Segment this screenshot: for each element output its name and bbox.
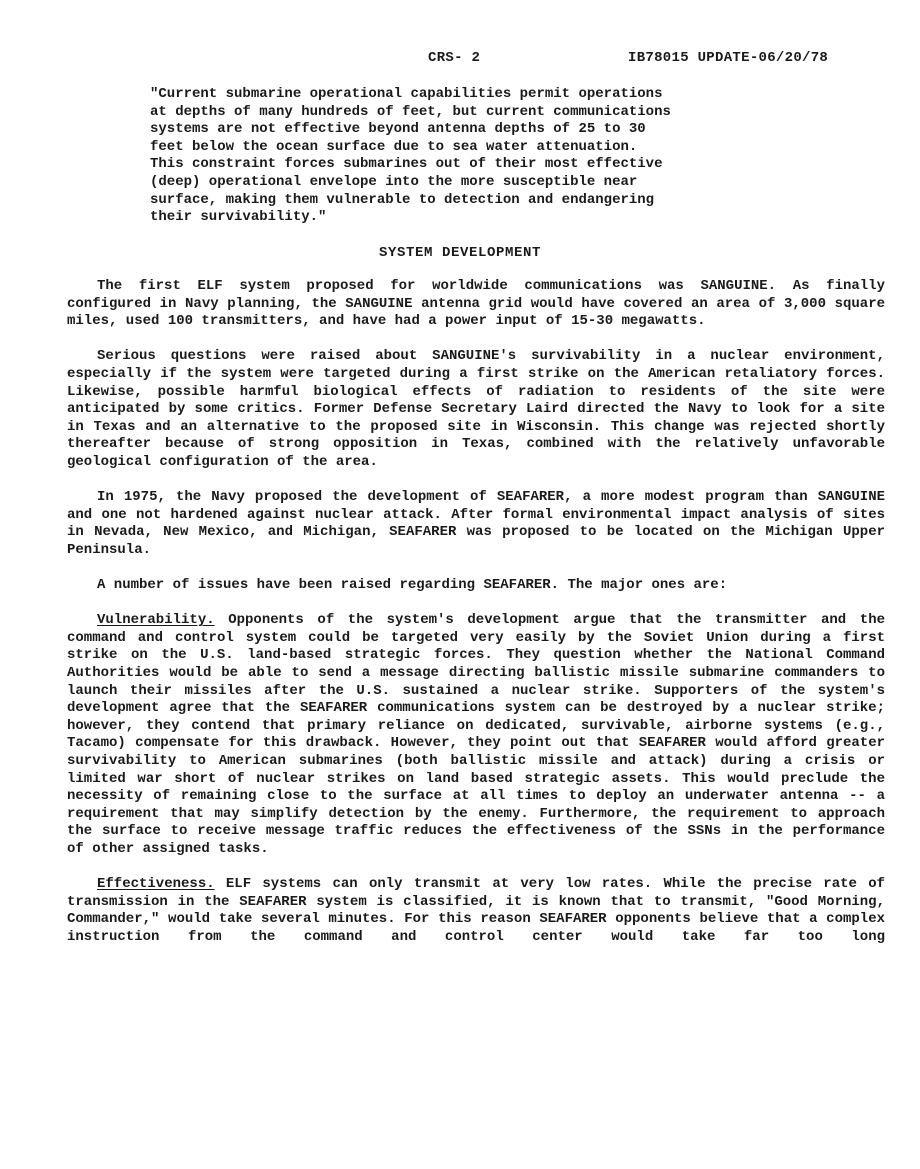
paragraph-sanguine-intro	[67, 278, 885, 331]
paragraph-effectiveness	[67, 876, 885, 946]
paragraph-heading-vulnerability: Vulnerability.	[97, 612, 215, 629]
paragraph-text: ELF systems can only transmit at very low rates. While the precise rate of transmission in the SEAFARER system is classified, it is known that to transmit, "Good Morning, Commander," would take several minutes. For this reason SEAFARER opponents believe that a complex instruction from the command and control center would take far too long	[67, 876, 885, 945]
header-report-number: CRS- 2	[428, 50, 481, 66]
paragraph-text: Serious questions were raised about SANGUINE's survivability in a nuclear environment, especially if the system were targeted during a first strike on the American retaliatory forces. Likewise, possible harmful biological effects of radiation to residents of the site were anticipated by some critics. Former Defense Secretary Laird directed the Navy to look for a site in Texas and an alternative to the proposed site in Wisconsin. This change was rejected shortly thereafter because of strong opposition in Texas, combined with the relatively unfavorable geological configuration of the area.	[67, 348, 885, 470]
block-quote: "Current submarine operational capabilities permit operations at depths of many hundreds of feet, but current communications systems are not effective beyond antenna depths of 25 to 30 feet below the ocean surface due to sea water attenuation. This constraint forces submarines out of their most effective (deep) operational envelope into the more susceptible near surface, making them vulnerable to detection and endangering their survivability."	[150, 86, 671, 226]
page-header	[0, 50, 920, 68]
header-issue-brief-date: IB78015 UPDATE-06/20/78	[628, 50, 829, 66]
body-text	[67, 278, 885, 964]
paragraph-seafarer-proposal	[67, 489, 885, 559]
paragraph-text: In 1975, the Navy proposed the development of SEAFARER, a more modest program than SANGUINE and one not hardened against nuclear attack. After formal environmental impact analysis of sites in Nevada, New Mexico, and Michigan, SEAFARER was proposed to be located on the Michigan Upper Peninsula.	[67, 489, 885, 558]
paragraph-sanguine-questions	[67, 348, 885, 471]
section-title: SYSTEM DEVELOPMENT	[378, 245, 542, 261]
paragraph-text: Opponents of the system's development argue that the transmitter and the command and control system could be targeted very easily by the Soviet Union during a first strike on the U.S. land-based strategic forces. They question whether the National Command Authorities would be able to send a message directing ballistic missile submarine commanders to launch their missiles after the U.S. sustained a nuclear strike. Supporters of the system's development agree that the SEAFARER communications system can be destroyed by a nuclear strike; however, they contend that primary reliance on dedicated, survivable, airborne systems (e.g., Tacamo) compensate for this drawback. However, they point out that SEAFARER would afford greater survivability to American submarines (both ballistic missile and attack) during a crisis or limited war short of nuclear strikes on land based strategic assets. This would preclude the necessity of remaining close to the surface at all times to deploy an underwater antenna -- a requirement that may simplify detection by the enemy. Furthermore, the requirement to approach the surface to receive message traffic reduces the effectiveness of the SSNs in the performance of other assigned tasks.	[67, 612, 885, 857]
paragraph-text: A number of issues have been raised regarding SEAFARER. The major ones are:	[97, 577, 728, 594]
paragraph-heading-effectiveness: Effectiveness.	[97, 876, 215, 893]
paragraph-issues-intro	[67, 577, 885, 595]
paragraph-text: The first ELF system proposed for worldwide communications was SANGUINE. As finally configured in Navy planning, the SANGUINE antenna grid would have covered an area of 3,000 square miles, used 100 transmitters, and have had a power input of 15-30 megawatts.	[67, 278, 885, 330]
paragraph-vulnerability	[67, 612, 885, 858]
